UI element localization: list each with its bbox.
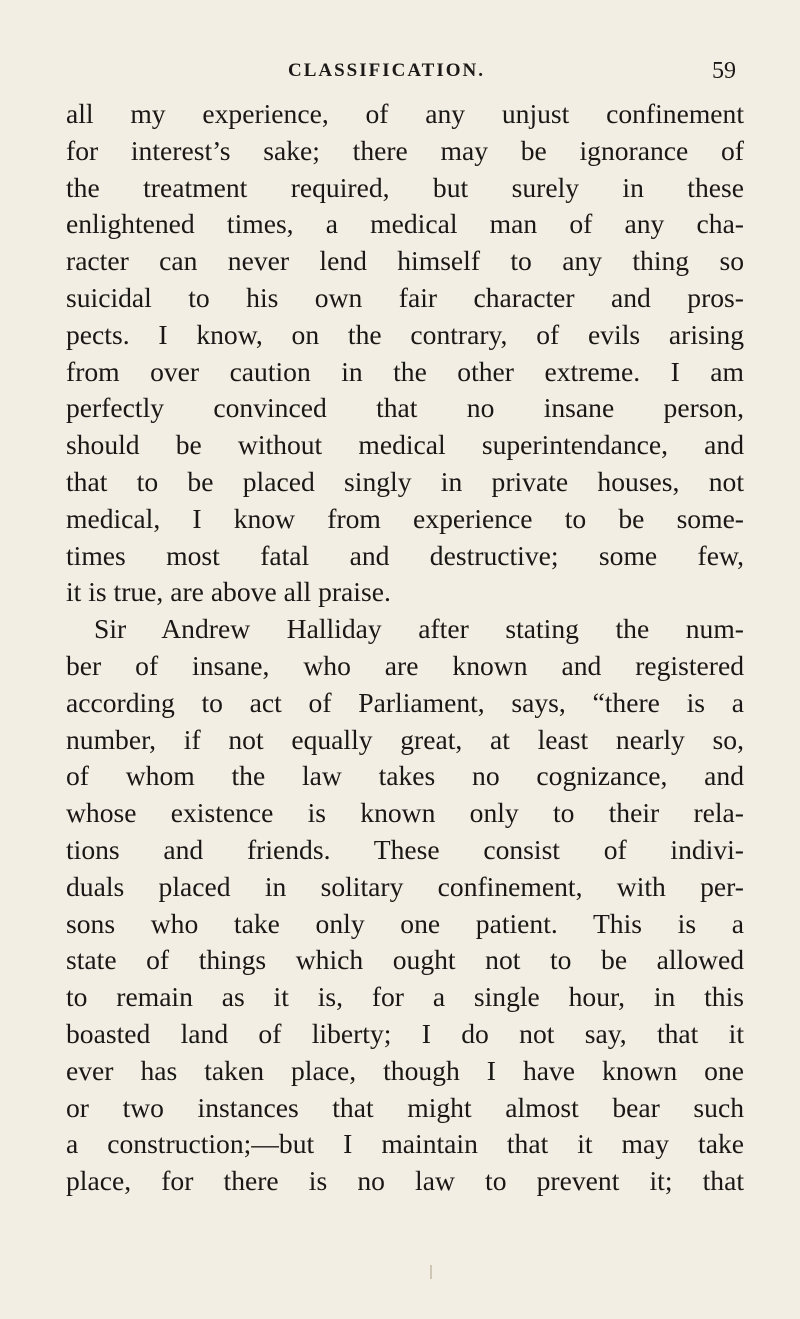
text-line: of whom the law takes no cognizance, and	[66, 760, 744, 792]
text-line: that to be placed singly in private houses, not	[66, 465, 744, 497]
text-line: enlightened times, a medical man of any cha-	[66, 208, 744, 240]
text-line: medical, I know from experience to be some-	[66, 502, 744, 534]
text-line: for interest’s sake; there may be ignorance of	[66, 134, 744, 166]
running-title: CLASSIFICATION.	[288, 60, 485, 81]
page-number: 59	[712, 58, 736, 84]
text-line: or two instances that might almost bear such	[66, 1091, 744, 1123]
running-head	[66, 60, 744, 90]
text-line: boasted land of liberty; I do not say, that it	[66, 1017, 744, 1049]
text-line: ber of insane, who are known and registered	[66, 649, 744, 681]
text-line: duals placed in solitary confinement, with per-	[66, 870, 744, 902]
text-line: pects. I know, on the contrary, of evils arising	[66, 318, 744, 350]
text-line: according to act of Parliament, says, “there is a	[66, 686, 744, 718]
text-line: tions and friends. These consist of indivi-	[66, 833, 744, 865]
text-line: number, if not equally great, at least nearly so,	[66, 723, 744, 755]
text-line: Sir Andrew Halliday after stating the num-	[94, 613, 744, 645]
paper-blemish	[430, 1265, 432, 1279]
text-line: all my experience, of any unjust confinement	[66, 98, 744, 129]
text-line: perfectly convinced that no insane person,	[66, 392, 744, 424]
text-line: it is true, are above all praise.	[66, 576, 391, 608]
text-line: should be without medical superintendance, and	[66, 429, 744, 461]
text-line: a construction;—but I maintain that it may take	[66, 1128, 744, 1160]
body-text	[66, 96, 744, 1200]
text-line: the treatment required, but surely in these	[66, 171, 744, 203]
text-line: state of things which ought not to be allowed	[66, 944, 744, 976]
text-line: to remain as it is, for a single hour, in this	[66, 981, 744, 1013]
text-line: suicidal to his own fair character and pros-	[66, 281, 744, 313]
text-line: whose existence is known only to their rela-	[66, 797, 744, 829]
text-line: from over caution in the other extreme. I am	[66, 355, 744, 387]
text-line: sons who take only one patient. This is a	[66, 907, 744, 939]
text-line: place, for there is no law to prevent it; that	[66, 1165, 744, 1197]
text-line: times most fatal and destructive; some few,	[66, 539, 744, 571]
text-line: racter can never lend himself to any thing so	[66, 245, 744, 277]
text-line: ever has taken place, though I have known one	[66, 1054, 744, 1086]
